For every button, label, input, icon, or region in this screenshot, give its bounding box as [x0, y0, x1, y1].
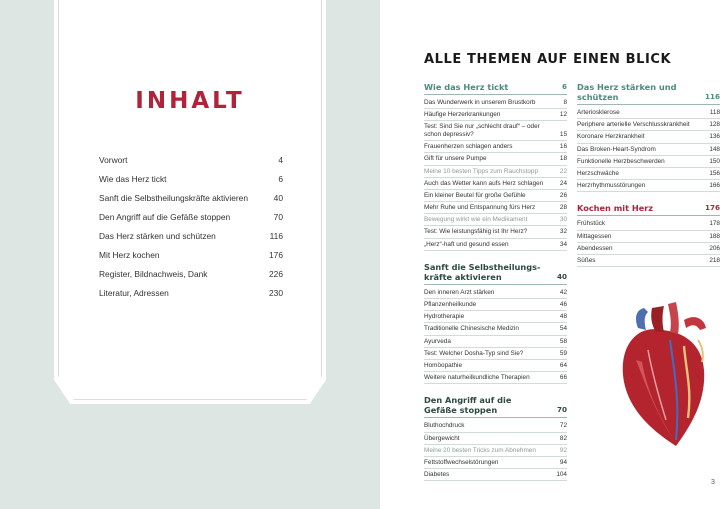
toc-item-label: Fettstoffwechselstörungen [424, 458, 499, 466]
toc-item-page: 206 [709, 244, 720, 252]
toc-item[interactable] [424, 214, 567, 226]
toc-entry-page: 176 [269, 250, 283, 260]
toc-item-page: 128 [709, 121, 720, 129]
toc-entry-label: Das Herz stärken und schützen [99, 231, 216, 241]
toc-item-label: Koronare Herzkrankheit [577, 133, 645, 141]
toc-entry[interactable] [99, 249, 283, 268]
toc-entry[interactable] [99, 211, 283, 230]
toc-item[interactable] [424, 457, 567, 469]
section-heading-page: 176 [704, 203, 720, 213]
section-heading-page: 6 [561, 82, 567, 91]
toc-item-label: Meine 20 besten Tricks zum Abnehmen [424, 446, 536, 454]
toc-item-page: 8 [563, 99, 567, 106]
toc-entry-page: 6 [278, 174, 283, 184]
toc-item[interactable] [424, 202, 567, 214]
toc-item-page: 218 [709, 256, 720, 264]
toc-item-page: 28 [559, 204, 567, 212]
section-heading[interactable] [577, 82, 720, 105]
toc-column-left [424, 82, 567, 481]
toc-entry[interactable] [99, 287, 283, 306]
toc-item[interactable] [424, 336, 567, 348]
toc-item-label: Weitere naturheilkundliche Therapien [424, 374, 530, 382]
toc-entry[interactable] [99, 192, 283, 211]
toc-item-label: Arteriosklerose [577, 109, 620, 116]
toc-item[interactable] [577, 119, 720, 131]
toc-entry-page: 116 [269, 231, 283, 241]
toc-item-label: Funktionelle Herzbeschwerden [577, 157, 665, 165]
toc-entry-page: 226 [269, 269, 283, 279]
toc-item-page: 18 [559, 155, 567, 163]
toc-item-page: 48 [559, 313, 567, 321]
page-number: 3 [711, 479, 715, 486]
toc-item-page: 46 [559, 301, 567, 309]
toc-item-page: 72 [559, 422, 567, 430]
toc-entry-page: 40 [273, 193, 283, 203]
section-heading-label: Das Herz stärken und schützen [577, 82, 677, 102]
toc-entry-label: Wie das Herz tickt [99, 174, 167, 184]
toc-item-label: Den inneren Arzt stärken [424, 288, 495, 296]
toc-item-label: Mehr Ruhe und Entspannung fürs Herz [424, 204, 536, 212]
toc-item[interactable] [424, 372, 567, 384]
toc-item-label: Frauenherzen schlagen anders [424, 143, 513, 151]
toc-item[interactable] [577, 131, 720, 143]
heart-illustration [614, 300, 710, 448]
toc-item[interactable] [577, 180, 720, 192]
toc-item[interactable] [424, 190, 567, 202]
toc-column-right [577, 82, 720, 267]
toc-item-label: Meine 10 besten Tipps zum Rauchstopp [424, 167, 539, 175]
toc-entry-label: Den Angriff auf die Gefäße stoppen [99, 212, 231, 222]
toc-item-label: Traditionelle Chinesische Medizin [424, 325, 519, 333]
toc-item-label: Frühstück [577, 220, 606, 228]
toc-item-page: 188 [709, 232, 720, 240]
toc-item-page: 16 [559, 143, 567, 151]
toc-item[interactable] [577, 231, 720, 243]
toc-item-page: 166 [709, 182, 720, 190]
toc-entry-page: 70 [273, 212, 283, 222]
section-heading-label: Wie das Herz tickt [424, 82, 509, 92]
toc-item-page: 15 [559, 130, 567, 138]
toc-item-page: 34 [559, 240, 567, 248]
toc-item[interactable] [424, 311, 567, 323]
toc-item-page: 156 [709, 169, 720, 177]
toc-item[interactable] [424, 121, 567, 141]
overview-title: ALLE THEMEN AUF EINEN BLICK [424, 52, 672, 67]
toc-item-page: 104 [556, 471, 567, 479]
toc-item-page: 26 [559, 191, 567, 199]
toc-item[interactable] [424, 433, 567, 445]
toc-item-page: 12 [559, 111, 567, 119]
toc-item-label: Abendessen [577, 244, 613, 252]
toc-item[interactable] [577, 144, 720, 156]
section-heading-label: Den Angriff auf die Gefäße stoppen [424, 395, 512, 416]
toc-entry-label: Register, Bildnachweis, Dank [99, 269, 208, 279]
toc-item[interactable] [577, 243, 720, 255]
toc-item-page: 32 [559, 228, 567, 236]
toc-item-page: 92 [559, 446, 567, 454]
toc-entry[interactable] [99, 230, 283, 249]
section-heading-label: Sanft die Selbstheilungs-kräfte aktivieren [424, 261, 541, 282]
toc-item-page: 24 [559, 179, 567, 187]
toc-item[interactable] [424, 287, 567, 299]
toc-item-label: Auch das Wetter kann aufs Herz schlagen [424, 179, 544, 187]
toc-item-page: 42 [559, 288, 567, 296]
toc-item-label: Das Broken-Heart-Syndrom [577, 145, 656, 153]
toc-item[interactable] [424, 178, 567, 190]
toc-item-page: 94 [559, 458, 567, 466]
toc-item[interactable] [424, 445, 567, 457]
toc-item[interactable] [577, 107, 720, 119]
toc-item-label: Gift für unsere Pumpe [424, 155, 487, 163]
toc-item-page: 136 [709, 133, 720, 141]
toc-item-label: Herzschwäche [577, 169, 619, 177]
toc-entry[interactable] [99, 173, 283, 192]
toc-item-label: Hydrotherapie [424, 313, 465, 321]
toc-item[interactable] [424, 226, 567, 238]
toc-item[interactable] [424, 239, 567, 251]
main-toc [99, 154, 283, 306]
toc-item[interactable] [577, 255, 720, 267]
toc-item-label: Test: Wie leistungsfähig ist Ihr Herz? [424, 228, 528, 236]
section-heading-label: Kochen mit Herz [577, 203, 654, 214]
toc-item-label: Das Wunderwerk in unserem Brustkorb [424, 99, 536, 106]
toc-item-page: 59 [559, 349, 567, 357]
toc-item-label: Test: Welcher Dosha-Typ sind Sie? [424, 349, 524, 357]
toc-item-label: Bluthochdruck [424, 422, 465, 430]
toc-item[interactable] [424, 469, 567, 481]
toc-item-label: Bewegung wirkt wie ein Medikament [424, 216, 528, 224]
toc-item[interactable] [424, 299, 567, 311]
toc-item-page: 82 [559, 434, 567, 442]
section-heading[interactable] [577, 203, 720, 216]
toc-item[interactable] [424, 166, 567, 178]
section-heading[interactable] [424, 82, 567, 95]
toc-item-page: 30 [559, 216, 567, 224]
toc-item[interactable] [424, 360, 567, 372]
toc-item-label: Pflanzenheilkunde [424, 301, 477, 309]
toc-item-page: 22 [559, 167, 567, 175]
toc-item-label: Mittagessen [577, 232, 612, 240]
toc-item[interactable] [424, 97, 567, 109]
toc-item-label: Süßes [577, 256, 596, 264]
toc-entry-label: Mit Herz kochen [99, 250, 160, 260]
toc-item-label: Häufige Herzerkrankungen [424, 111, 501, 119]
toc-entry-page: 4 [278, 155, 283, 165]
toc-entry-label: Literatur, Adressen [99, 288, 169, 298]
toc-item-label: Test: Sind Sie nur „schlecht drauf“ – oder schon depressiv? [424, 123, 540, 138]
toc-item[interactable] [577, 156, 720, 168]
toc-item[interactable] [577, 168, 720, 180]
toc-item-label: Ayurveda [424, 337, 451, 345]
toc-entry-label: Vorwort [99, 155, 128, 165]
section-heading-page: 70 [556, 405, 567, 415]
toc-entry[interactable] [99, 268, 283, 287]
toc-item[interactable] [424, 420, 567, 432]
toc-item-label: Übergewicht [424, 434, 460, 442]
toc-item-label: „Herz“-haft und gesund essen [424, 240, 509, 248]
section-heading[interactable] [424, 395, 567, 418]
toc-item[interactable] [577, 218, 720, 230]
toc-item-page: 118 [709, 109, 720, 116]
toc-item-page: 148 [709, 145, 720, 153]
toc-item-page: 150 [709, 157, 720, 165]
toc-item-label: Herzrhythmusstörungen [577, 182, 646, 190]
toc-item-label: Diabetes [424, 471, 450, 479]
toc-entry-label: Sanft die Selbstheilungskräfte aktivieren [99, 193, 248, 203]
toc-item[interactable] [424, 109, 567, 121]
toc-item-page: 64 [559, 361, 567, 369]
page-title: INHALT [135, 88, 245, 114]
toc-entry[interactable] [99, 154, 283, 173]
toc-item-page: 54 [559, 325, 567, 333]
section-heading-page: 40 [556, 271, 567, 281]
toc-item-label: Periphere arterielle Verschlusskrankheit [577, 121, 690, 129]
toc-item-page: 178 [709, 220, 720, 228]
toc-item-label: Homöopathie [424, 361, 463, 369]
toc-item[interactable] [424, 153, 567, 165]
section-heading[interactable] [424, 262, 567, 285]
toc-item[interactable] [424, 323, 567, 335]
toc-item-label: Ein kleiner Beutel für große Gefühle [424, 191, 526, 199]
toc-item[interactable] [424, 141, 567, 153]
toc-item-page: 58 [559, 337, 567, 345]
toc-item[interactable] [424, 348, 567, 360]
toc-entry-page: 230 [269, 288, 283, 298]
toc-item-page: 66 [559, 374, 567, 382]
section-heading-page: 116 [704, 92, 720, 101]
